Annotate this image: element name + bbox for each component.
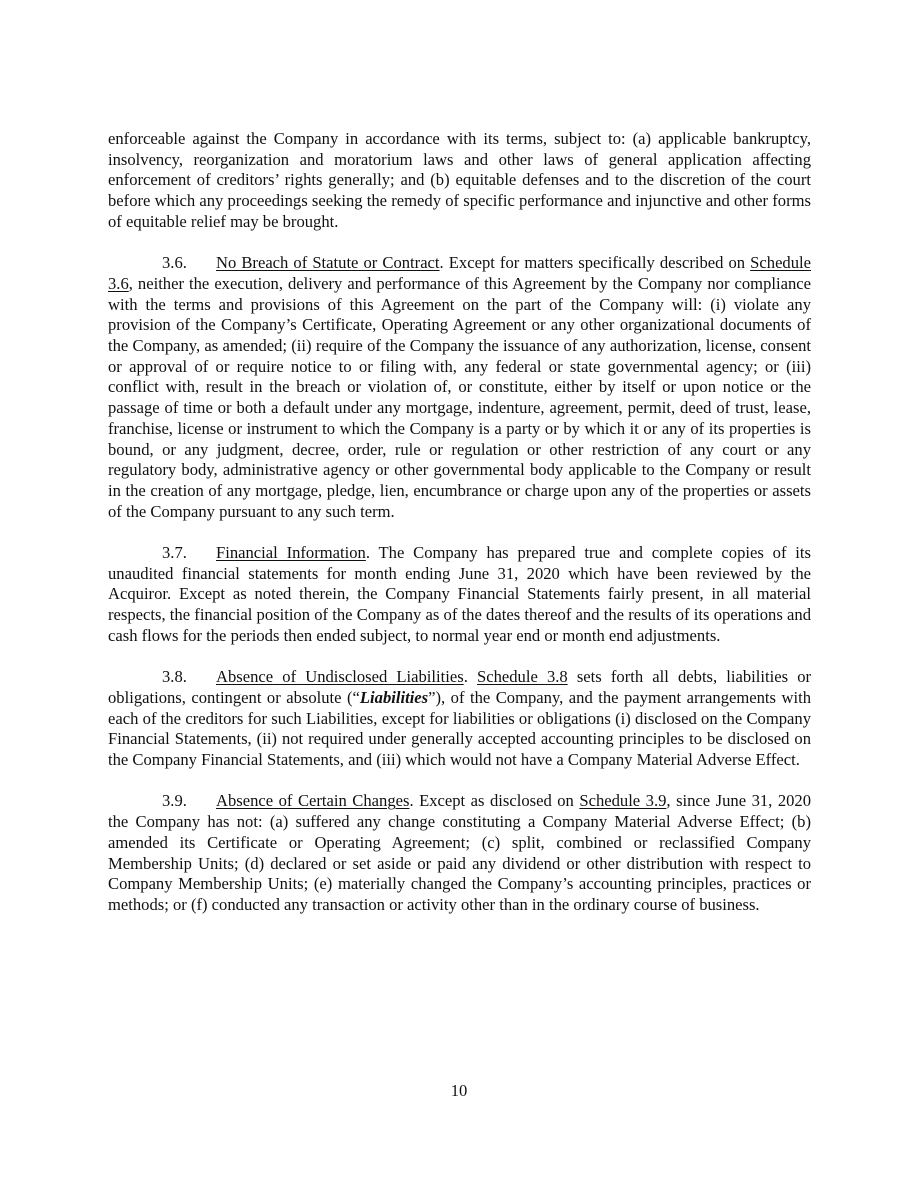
section-number: 3.9. xyxy=(162,791,187,811)
schedule-reference: Schedule 3.8 xyxy=(476,667,568,687)
section-heading: Absence of Certain Changes xyxy=(216,791,410,811)
section-text: , since June 31, 2020 the Company has not: (a) suffered any change constituting a Company Material Adverse Effect; (b) amended its Certificate or Operating Agreement; (c) split, combined or reclassified Company Membership Units; (d) declared or set aside or paid any dividend or other distribution with respect to Company Membership Units; (e) materially changed the Company’s accounting principles, practices or methods; or (f) conducted any transaction or activity other than in the ordinary course of business. xyxy=(108,791,812,914)
section-3-7-paragraph xyxy=(108,543,811,647)
section-3-6-paragraph xyxy=(108,253,811,522)
defined-term: Liabilities xyxy=(359,687,429,707)
page-number: 10 xyxy=(450,1081,468,1100)
section-number: 3.7. xyxy=(162,543,187,563)
section-text: ”), of the Company, and the payment arrangements with each of the creditors for such Liabilities, except for liabilities or obligations (i) disclosed on the Company Financial Statements, (ii) not required under generally accepted accounting principles to be disclosed on the Company Financial Statements, and (iii) which would not have a Company Material Adverse Effect. xyxy=(108,687,811,770)
intro-paragraph xyxy=(108,129,811,233)
section-heading: Financial Information xyxy=(216,543,366,563)
schedule-reference: Schedule 3.9 xyxy=(579,791,667,811)
section-text: sets forth all debts, liabilities or obligations, contingent or absolute (“ xyxy=(108,667,812,707)
section-number: 3.6. xyxy=(162,253,187,273)
section-number: 3.8. xyxy=(162,667,187,687)
section-text: . Except for matters specifically described on xyxy=(439,253,751,273)
section-text: . The Company has prepared true and complete copies of its unaudited financial statements for month ending June 31, 2020 which have been reviewed by the Acquiror. Except as noted therein, the Company Financial Statements fairly present, in all material respects, the financial position of the Company as of the dates thereof and the results of its operations and cash flows for the periods then ended subject, to normal year end or month end adjustments. xyxy=(108,543,811,645)
intro-text: enforceable against the Company in accordance with its terms, subject to: (a) applicable bankruptcy, insolvency, reorganization and moratorium laws and other laws of general application affecting enforcement of creditors’ rights generally; and (b) equitable defenses and to the discretion of the court before which any proceedings seeking the remedy of specific performance and injunctive and other forms of equitable relief may be brought. xyxy=(108,129,811,231)
section-text: . xyxy=(463,667,477,687)
section-3-9-paragraph xyxy=(108,791,811,915)
section-heading: Absence of Undisclosed Liabilities xyxy=(216,667,464,687)
section-3-8-paragraph xyxy=(108,667,811,771)
section-heading: No Breach of Statute or Contract xyxy=(216,253,440,273)
schedule-reference: Schedule 3.6 xyxy=(108,253,811,293)
section-text: , neither the execution, delivery and performance of this Agreement by the Company nor compliance with the terms and provisions of this Agreement on the part of the Company will: (i) violate any provision of the Company’s Certificate, Operating Agreement or any other organizational documents of the Company, as amended; (ii) require of the Company the issuance of any authorization, license, consent or approval of or require notice to or filing with, any federal or state governmental agency; or (iii) conflict with, result in the breach or violation of, or constitute, either by itself or upon notice or the passage of time or both a default under any mortgage, indenture, agreement, permit, deed of trust, lease, franchise, license or instrument to which the Company is a party or by which it or any of its properties is bound, or any judgment, decree, order, rule or regulation or other restriction of any court or any regulatory body, administrative agency or other governmental body applicable to the Company or result in the creation of any mortgage, pledge, lien, encumbrance or charge upon any of the properties or assets of the Company pursuant to any such term. xyxy=(108,273,811,521)
section-text: . Except as disclosed on xyxy=(409,791,580,811)
document-body xyxy=(108,129,811,936)
